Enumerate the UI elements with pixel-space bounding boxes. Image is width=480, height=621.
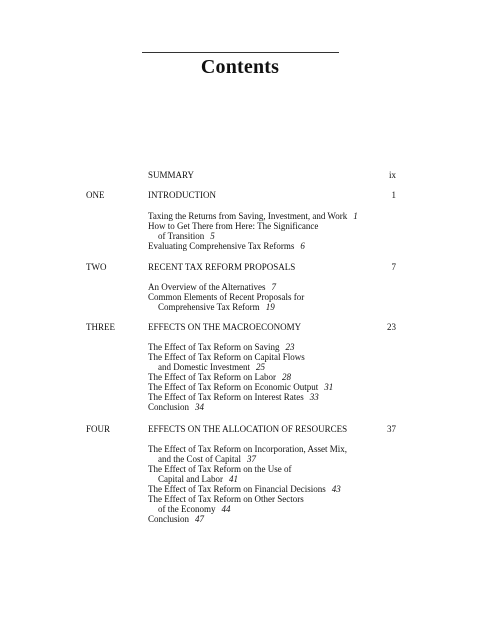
toc-entry: The Effect of Tax Reform on Interest Rates 33 [148, 392, 319, 402]
chapter-number: FOUR [86, 424, 111, 434]
toc-entry: of the Economy 44 [158, 504, 231, 514]
toc-entry: and Domestic Investment 25 [158, 362, 265, 372]
chapter-page: 7 [391, 262, 396, 272]
chapter-number: ONE [86, 190, 105, 200]
toc-entry: The Effect of Tax Reform on Economic Output 31 [148, 382, 334, 392]
toc-entry: The Effect of Tax Reform on Capital Flows [148, 352, 305, 362]
toc-entry: Comprehensive Tax Reform 19 [158, 302, 275, 312]
toc-entry: Conclusion 34 [148, 402, 205, 412]
chapter-page: 37 [387, 424, 396, 434]
toc-entry: Conclusion 47 [148, 514, 205, 524]
chapter-page: 1 [391, 190, 396, 200]
toc-entry: How to Get There from Here: The Significance [148, 221, 319, 231]
toc-entry: Capital and Labor 41 [158, 474, 238, 484]
page-title: Contents [200, 56, 280, 78]
toc-entry: Common Elements of Recent Proposals for [148, 292, 305, 302]
chapter-title: RECENT TAX REFORM PROPOSALS [148, 262, 296, 272]
toc-entry: Taxing the Returns from Saving, Investment, and Work 1 [148, 211, 358, 221]
toc-entry: of Transition 5 [158, 231, 215, 241]
chapter-title: EFFECTS ON THE MACROECONOMY [148, 322, 302, 332]
toc-entry: The Effect of Tax Reform on Financial Decisions 43 [148, 484, 341, 494]
summary-page: ix [388, 170, 396, 180]
toc-entry: The Effect of Tax Reform on Labor 28 [148, 372, 291, 382]
chapter-title: EFFECTS ON THE ALLOCATION OF RESOURCES [148, 424, 348, 434]
toc-entry: Evaluating Comprehensive Tax Reforms 6 [148, 241, 305, 251]
toc-entry: The Effect of Tax Reform on the Use of [148, 464, 292, 474]
chapter-number: TWO [86, 262, 107, 272]
chapter-number: THREE [86, 322, 115, 332]
toc-entry: The Effect of Tax Reform on Saving 23 [148, 342, 295, 352]
toc-entry: The Effect of Tax Reform on Incorporation, Asset Mix, [148, 444, 347, 454]
chapter-title: INTRODUCTION [148, 190, 216, 200]
chapter-page: 23 [387, 322, 396, 332]
summary-label: SUMMARY [148, 170, 195, 180]
toc-entry: and the Cost of Capital 37 [158, 454, 256, 464]
toc-entry: An Overview of the Alternatives 7 [148, 282, 276, 292]
toc-entry: The Effect of Tax Reform on Other Sectors [148, 494, 304, 504]
